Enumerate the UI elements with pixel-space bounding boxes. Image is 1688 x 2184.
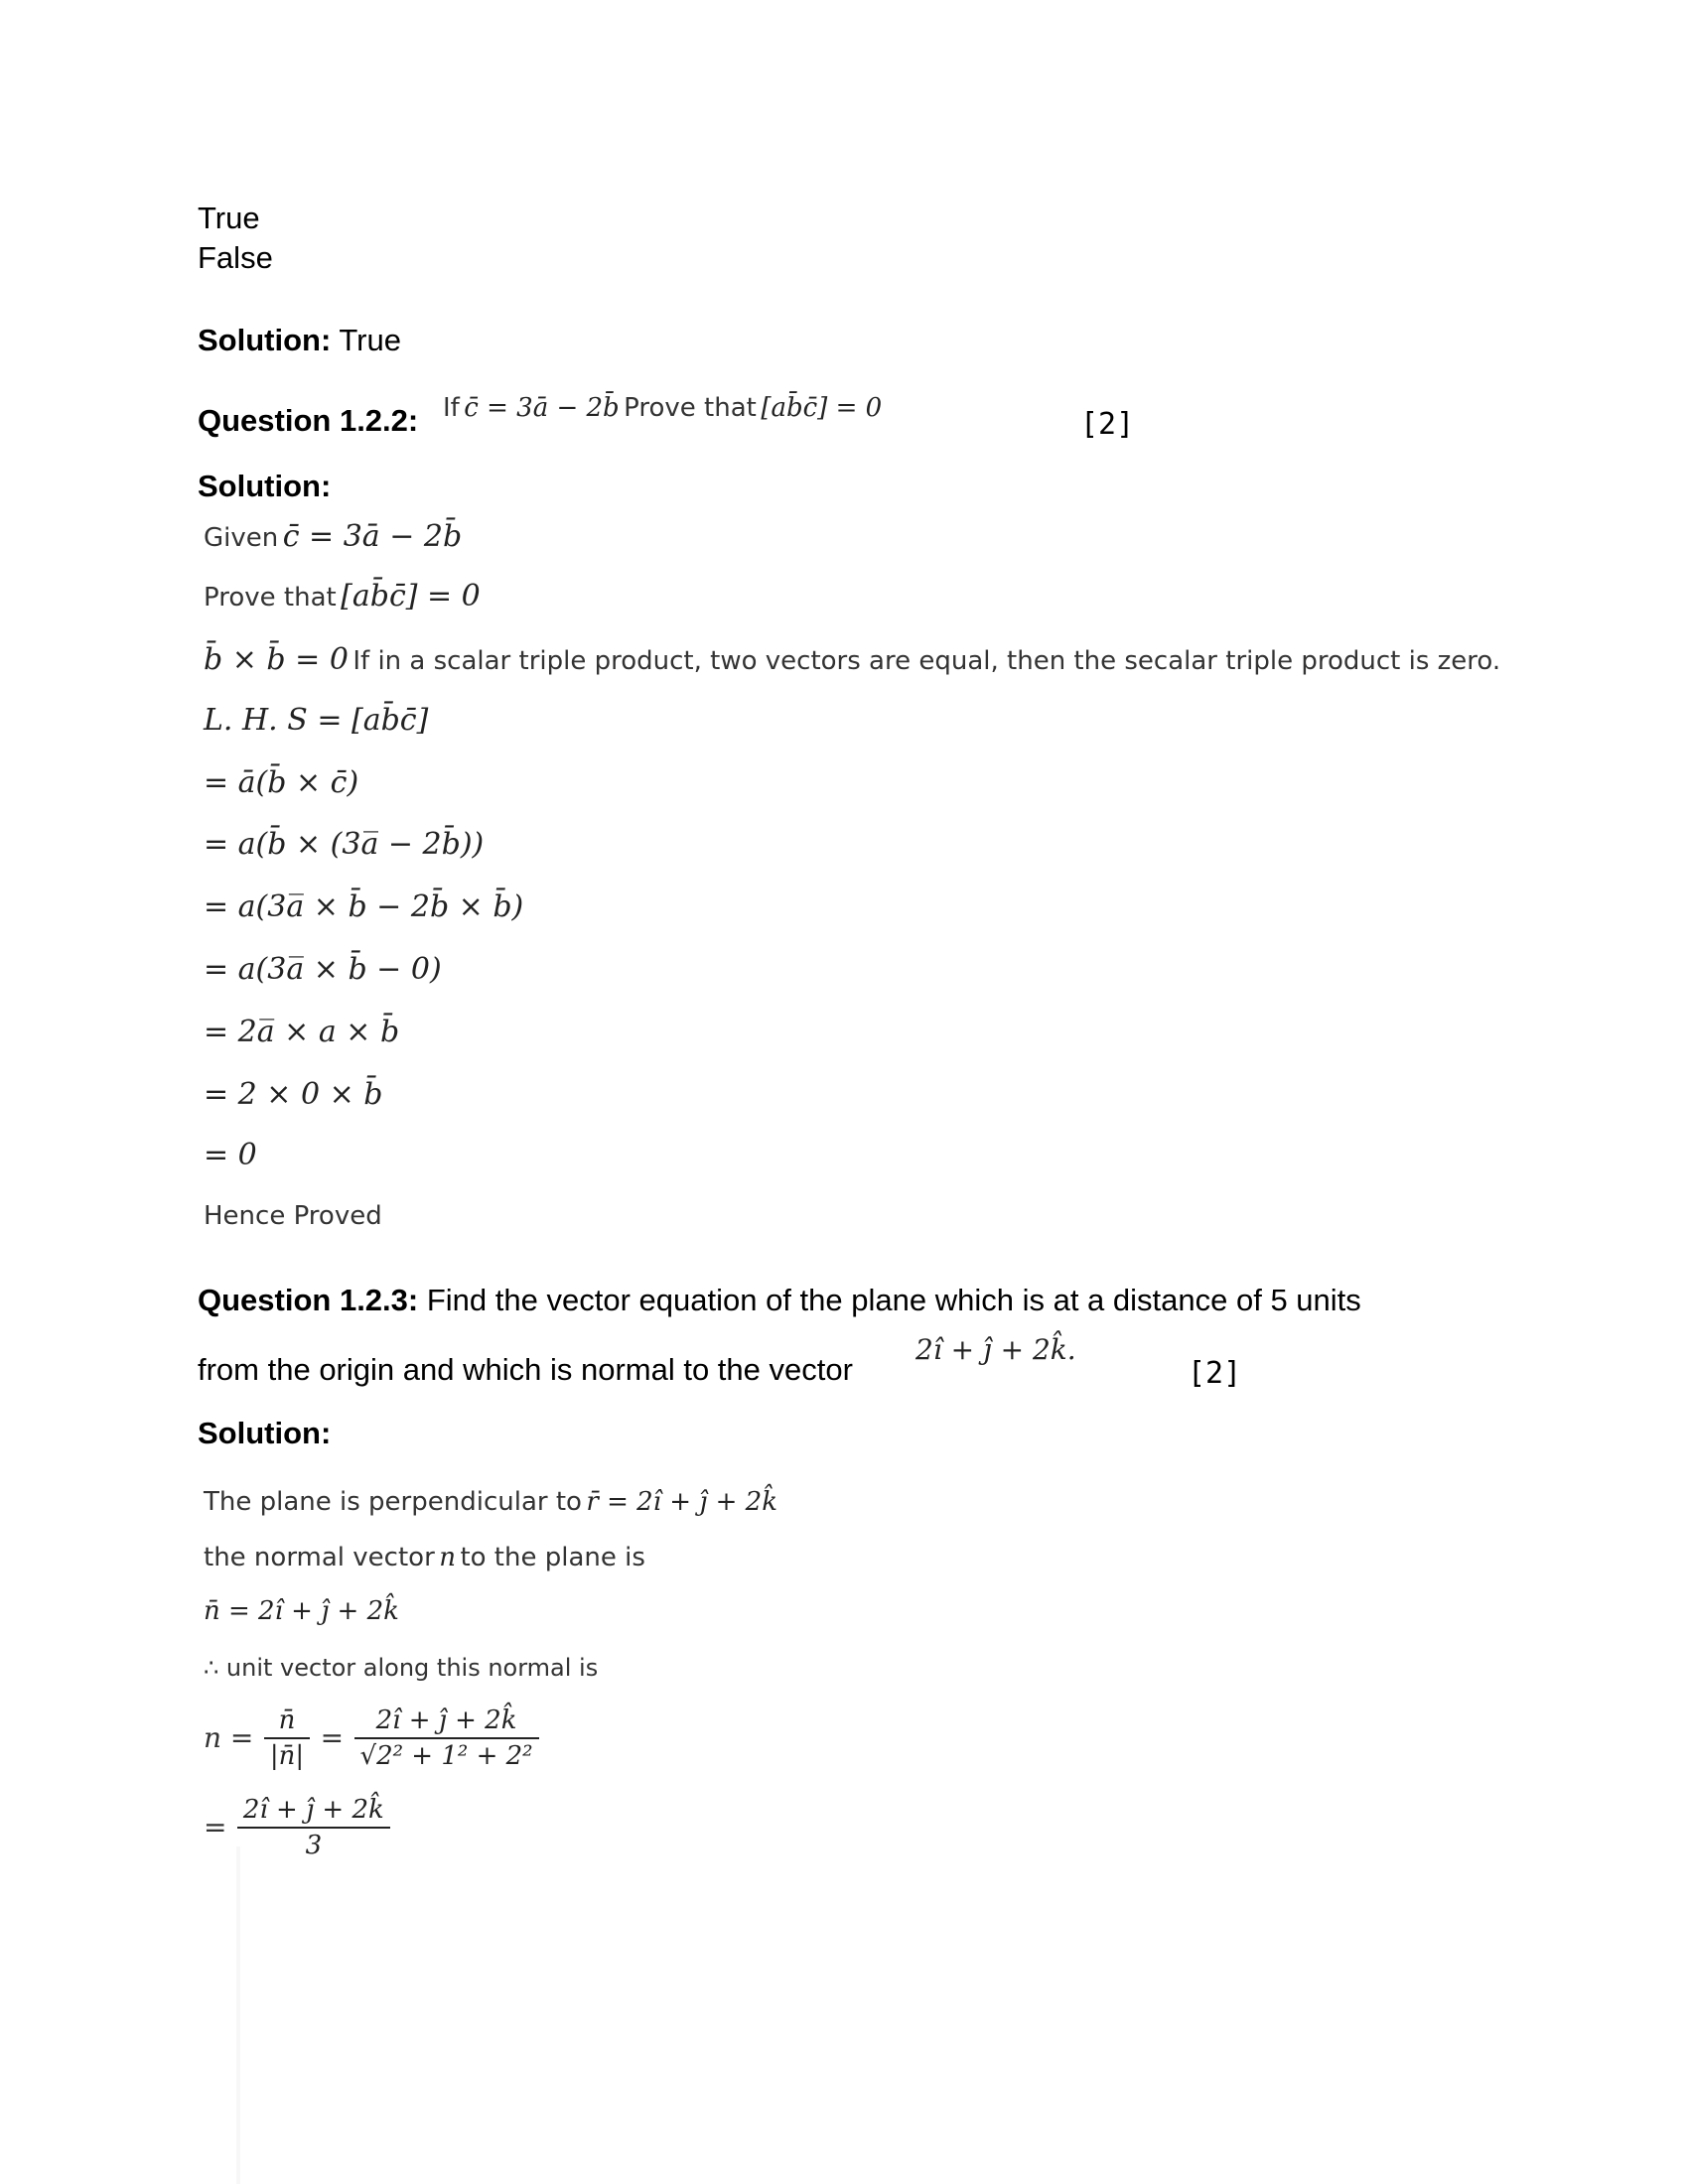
image-edge-shadow xyxy=(236,1846,240,2184)
if-text: If xyxy=(443,393,460,423)
q123-line-1 xyxy=(198,1285,1361,1315)
n-expr-line: n̄ = 2î + ĵ + 2k̂ xyxy=(204,1596,399,1626)
fraction-n-over-norm xyxy=(264,1707,310,1769)
q122-cross-line xyxy=(204,642,1501,677)
given-expr: c̄ = 3ā − 2b̄ xyxy=(282,519,463,554)
q122-heading xyxy=(198,405,418,436)
normal-text-b: to the plane is xyxy=(460,1543,645,1572)
fraction-denominator: √2² + 1² + 2² xyxy=(359,1741,533,1771)
q122-statement-image xyxy=(443,395,882,421)
fraction-vector-over-three xyxy=(237,1797,390,1858)
perp-expr: r̄ = 2î + ĵ + 2k̂ xyxy=(586,1487,777,1517)
hence-proved: Hence Proved xyxy=(204,1201,382,1231)
unit-vector-result xyxy=(204,1797,390,1858)
unit-lhs: n = xyxy=(204,1721,254,1754)
step-line-7: = 0 xyxy=(204,1138,257,1172)
solution-value: True xyxy=(339,323,401,357)
normal-text-a: the normal vector xyxy=(204,1543,435,1572)
equals-sign: = xyxy=(204,1811,227,1843)
step-line-5: = 2a̅ × a × b̄ xyxy=(204,1015,400,1049)
fraction-denominator: |n̄| xyxy=(269,1741,305,1771)
prove-text: Prove that xyxy=(204,583,337,613)
fraction-denominator: 3 xyxy=(305,1831,323,1860)
equals-sign: = xyxy=(320,1721,345,1754)
q123-vector-image: 2î + ĵ + 2k̂. xyxy=(915,1333,1076,1366)
q122-prove-line xyxy=(204,579,481,614)
perp-line xyxy=(204,1489,777,1515)
step-line-1: = ā(b̄ × c̄) xyxy=(204,765,359,800)
solution-label: Solution: xyxy=(198,323,332,357)
cross-expr: b̄ × b̄ = 0 xyxy=(204,642,349,677)
option-false: False xyxy=(198,240,273,275)
fraction-numerator: 2î + ĵ + 2k̂ xyxy=(354,1707,539,1739)
fraction-vector-over-magnitude xyxy=(354,1707,539,1769)
normal-var: n xyxy=(439,1543,456,1572)
lhs-line: L. H. S = [ab̄c̄] xyxy=(204,703,429,738)
question-text-1: Find the vector equation of the plane which is at a distance of 5 units xyxy=(426,1283,1361,1317)
unit-text-line: ∴ unit vector along this normal is xyxy=(204,1654,599,1682)
given-text: Given xyxy=(204,523,279,553)
fraction-numerator: 2î + ĵ + 2k̂ xyxy=(237,1797,390,1829)
q123-line-2 xyxy=(198,1354,853,1385)
q122-given-line xyxy=(204,519,463,554)
q121-solution xyxy=(198,325,401,355)
q123-solution-label: Solution: xyxy=(198,1416,332,1450)
unit-vector-equation xyxy=(204,1707,539,1769)
perp-text: The plane is perpendicular to xyxy=(204,1487,582,1517)
prove-text: Prove that xyxy=(624,393,757,423)
question-label: Question 1.2.2: xyxy=(198,403,419,438)
marks-label: [2] xyxy=(1188,1356,1242,1391)
option-true: True xyxy=(198,201,260,235)
given-expr: c̄ = 3ā − 2b̄ xyxy=(464,393,620,423)
prove-expr: [ab̄c̄] = 0 xyxy=(341,579,481,614)
step-line-3: = a(3a̅ × b̄ − 2b̄ × b̄) xyxy=(204,889,524,924)
fraction-numerator: n̄ xyxy=(264,1707,310,1739)
normal-text-line xyxy=(204,1545,645,1570)
q122-solution-label: Solution: xyxy=(198,469,332,503)
step-line-4: = a(3a̅ × b̄ − 0) xyxy=(204,952,442,987)
marks-label: [2] xyxy=(1080,407,1135,442)
step-line-2: = a(b̄ × (3a̅ − 2b̄)) xyxy=(204,827,485,862)
question-label: Question 1.2.3: xyxy=(198,1283,419,1317)
step-line-6: = 2 × 0 × b̄ xyxy=(204,1077,383,1112)
prove-expr: [ab̄c̄] = 0 xyxy=(761,393,883,423)
cross-text: If in a scalar triple product, two vectors are equal, then the secalar triple product is zero. xyxy=(352,646,1501,676)
question-text-2: from the origin and which is normal to the vector xyxy=(198,1352,853,1387)
